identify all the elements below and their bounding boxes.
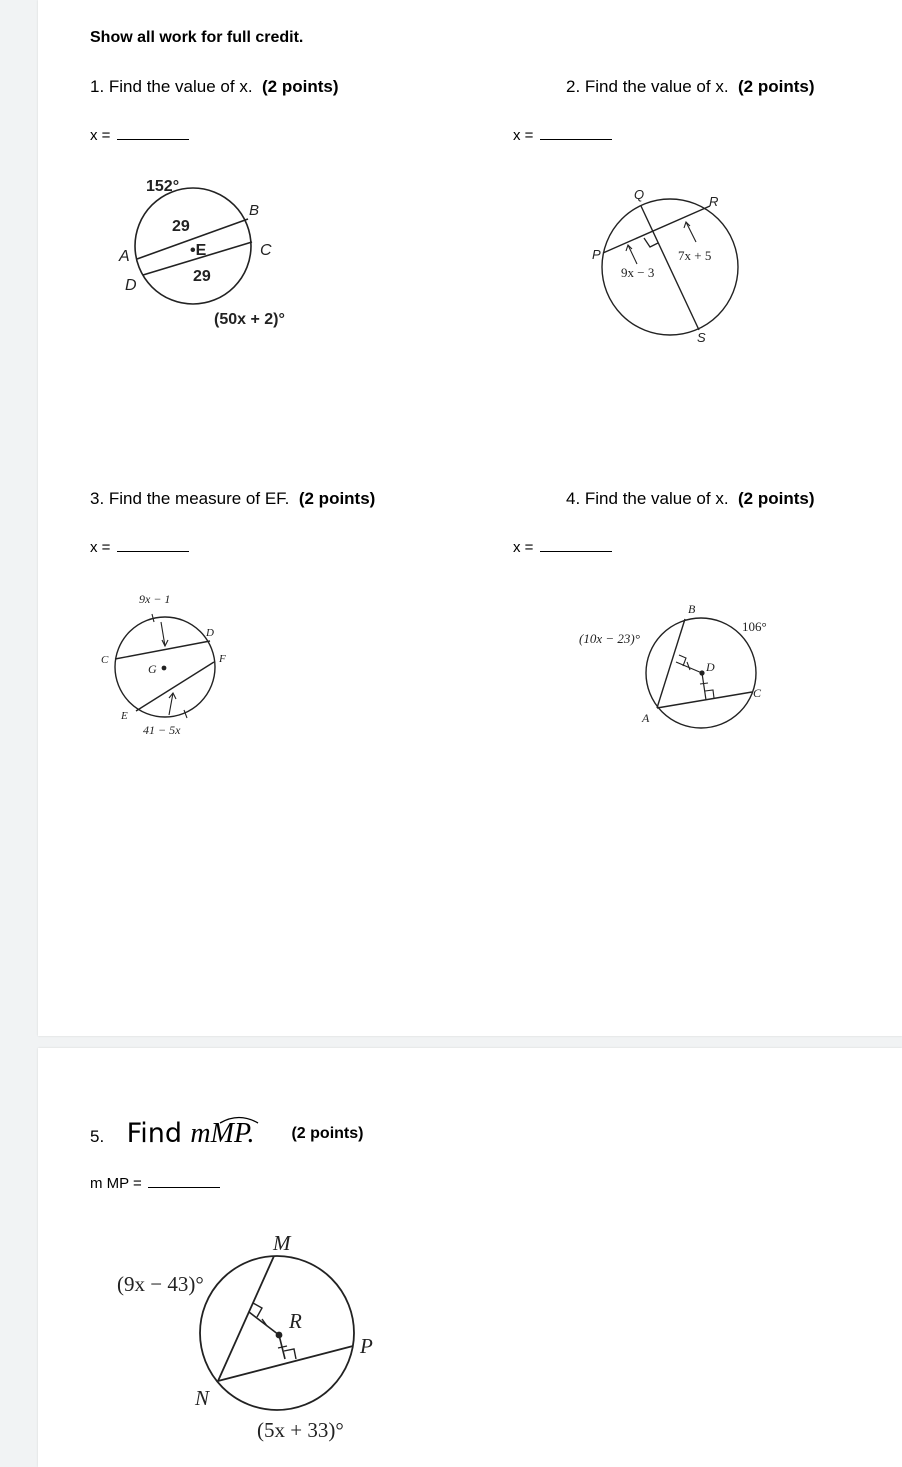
label-s: S [697,330,706,345]
label-c: C [101,654,109,666]
perp-to-ac [702,673,706,700]
label-29-bottom: 29 [193,268,211,285]
point-r [276,1332,283,1339]
label-q: Q [634,187,645,202]
label-c: C [753,686,762,700]
label-a: A [642,711,650,725]
question-1-points: (2 points) [262,77,339,96]
question-2-points: (2 points) [738,77,815,96]
point-d [699,670,704,675]
label-f: F [219,653,226,665]
question-4-prompt: 4. Find the value of x. [566,489,729,508]
page-1 [38,0,902,1036]
label-p: P [360,1334,373,1358]
question-5-arc-text: mMP. [190,1118,255,1149]
label-a: A [119,248,130,265]
figure-5-diagram [38,1048,438,1467]
right-angle-np [284,1349,296,1359]
label-center-e: •E [190,242,207,259]
question-2-prompt: 2. Find the value of x. [566,77,729,96]
label-9x-1: 9x − 1 [139,592,171,606]
label-e: E [121,710,128,722]
label-10x-23: (10x − 23)° [579,631,640,646]
label-c: C [260,242,272,259]
question-1-answer-label: x = [90,127,111,144]
label-g: G [148,662,157,676]
label-b: B [688,602,696,616]
question-5-answer-label: m MP = [90,1175,142,1192]
label-arc-50x: (50x + 2)° [214,311,285,328]
question-3-prompt: 3. Find the measure of EF. [90,489,290,508]
label-arc-152: 152° [146,178,180,195]
label-r: R [709,194,719,209]
label-d: D [706,660,715,674]
tick-mark-1 [687,662,690,670]
question-5-number: 5. [90,1127,105,1146]
label-29-top: 29 [172,218,190,235]
label-41-5x: 41 − 5x [143,723,181,737]
question-3-answer-label: x = [90,539,111,556]
tick-mark-2 [700,683,708,684]
perp-to-mn [249,1312,279,1335]
label-106: 106° [742,619,767,634]
label-9x-3: 9x − 3 [621,265,655,280]
question-1-prompt: 1. Find the value of x. [90,77,253,96]
instructions: Show all work for full credit. [90,29,304,46]
label-d: D [125,277,137,294]
label-m: M [273,1231,291,1255]
label-7x-5: 7x + 5 [678,248,712,263]
right-angle-mn [253,1303,262,1317]
question-5-points: (2 points) [291,1125,364,1142]
label-5x-33: (5x + 33)° [257,1418,344,1442]
label-9x-43: (9x − 43)° [117,1272,204,1296]
tick-mark-2 [278,1346,287,1348]
question-4-points: (2 points) [738,489,815,508]
label-d: D [206,627,214,639]
question-3-points: (2 points) [298,489,376,508]
question-4-answer-label: x = [513,539,534,556]
label-r: R [289,1309,302,1333]
label-p: P [592,247,601,262]
label-n: N [195,1386,210,1410]
question-5-find: Find [126,1118,182,1149]
chord-ac [657,692,752,708]
question-2-answer-label: x = [513,127,534,144]
label-b: B [249,202,260,219]
page-2 [38,1048,902,1467]
right-angle-ac [705,690,714,698]
figure-4-diagram [38,0,902,760]
